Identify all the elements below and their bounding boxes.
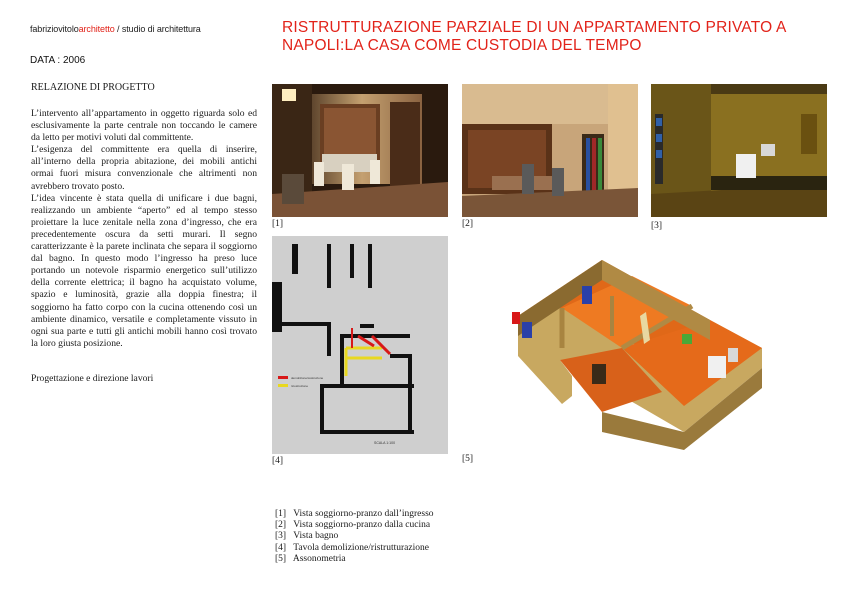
project-date: DATA : 2006 [30, 55, 86, 66]
brand-name: fabriziovitolo [30, 24, 79, 34]
legend-text: Tavola demolizione/ristrutturazione [293, 542, 429, 553]
section-heading: RELAZIONE DI PROGETTO [31, 82, 155, 93]
legend-text: Vista soggiorno-pranzo dall’ingresso [293, 509, 434, 519]
report-paragraph: L’intervento all’appartamento in oggetto riguarda solo ed esclusivamente la parte centrale non toccando le camere da letto per motivi voluti dal committente. [31, 108, 257, 144]
plan-legend-label: demolizione/costruzione [291, 376, 324, 380]
report-paragraph: L’idea vincente è stata quella di unificare i due bagni, realizzando un ambiente “aperto” ed al tempo stesso proiettare la luce zenitale nella zona d’ingresso, che era precedentemente oscura da setti murari. Il segno caratterizzante è la parete inclinata che separa il soggiorno dal bagno. In questo modo l’ingresso ha preso luce portando un notevole risparmio energetico sull’utilizzo della corrente elettrica; il bagno ha acquistato volume, spazio e luminosità, grazie alla doppia finestra; il soggiorno ha fatto corpo con la cucina ottenendo così un ambiente dinamico, versatile e completamente vissuto in ogni sua parte e tutti gli antichi mobili hanno così trovato la loro giusta posizione. [31, 192, 257, 349]
brand-logo [30, 24, 201, 34]
legend-number: [4] [275, 542, 287, 553]
legend-number: [2] [275, 520, 287, 531]
legend-number: [3] [275, 531, 287, 542]
figure-caption: [3] [651, 221, 663, 231]
report-text [31, 108, 257, 350]
figure-caption: [5] [462, 454, 474, 464]
legend-text: Assonometria [292, 553, 346, 564]
figure-caption: [4] [272, 456, 284, 466]
legend-text: Vista soggiorno-pranzo dalla cucina [293, 520, 431, 531]
plan-scale-label: SCALA 1:100 [374, 441, 396, 445]
legend-number: [1] [275, 509, 287, 519]
credits-text: Progettazione e direzione lavori [31, 373, 154, 384]
page-title: RISTRUTTURAZIONE PARZIALE DI UN APPARTAMENTO PRIVATO A NAPOLI:LA CASA COME CUSTODIA DEL TEMPO [282, 19, 786, 54]
legend-text: Vista bagno [293, 531, 339, 542]
render-living-dining-from-kitchen [462, 84, 638, 217]
legend-item [275, 531, 434, 542]
figure-caption: [2] [462, 219, 474, 229]
legend-number: [5] [275, 553, 287, 564]
brand-suffix: / studio di architettura [114, 24, 201, 34]
render-living-dining-from-entrance [272, 84, 448, 217]
legend-item [275, 520, 434, 531]
demolition-reconstruction-plan [272, 236, 448, 454]
plan-legend-label: ricostruzione [291, 384, 309, 388]
brand-accent: architetto [78, 24, 115, 34]
axonometric-view [462, 236, 826, 454]
figure-caption: [1] [272, 219, 284, 229]
render-bathroom [651, 84, 827, 217]
figure-legend [275, 509, 434, 565]
legend-item [275, 543, 434, 554]
legend-item [275, 554, 434, 565]
report-paragraph: L’esigenza del committente era quella di inserire, all’interno della propria abitazione, dei mobili antichi ormai fuori misura convenzionale che altrimenti non avrebbero trovato posto. [31, 144, 257, 192]
legend-item [275, 509, 434, 520]
